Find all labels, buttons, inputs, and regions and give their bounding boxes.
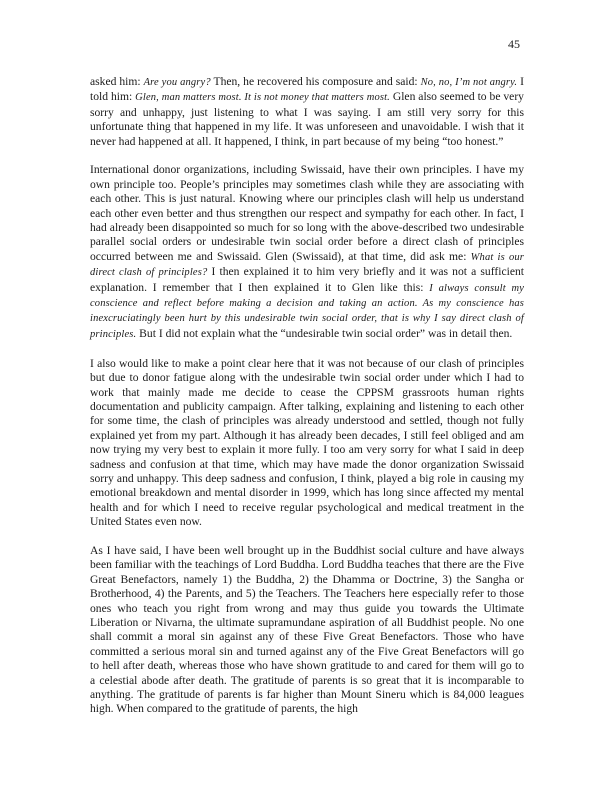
quoted-speech: Are you angry? bbox=[143, 77, 211, 88]
paragraph bbox=[90, 357, 524, 530]
text-run: But I did not explain what the “undesirable twin social order” was in detail then. bbox=[136, 326, 513, 340]
text-run: Glen also seemed to be very sorry and unhappy, just listening to what I was saying. I am still very sorry for this unfortunate thing that happened in my life. It was unforeseen and unavoidable. I wish that it never had happened at all. It happened, I think, in part because of my being “too honest.” bbox=[90, 90, 524, 148]
body-text bbox=[90, 75, 524, 731]
text-run: Then, he recovered his composure and said: bbox=[210, 75, 421, 88]
quoted-speech: What is our direct clash of principles? bbox=[90, 251, 524, 279]
paragraph bbox=[90, 163, 524, 342]
quoted-speech: Glen, man matters most. It is not money that matters most. bbox=[135, 92, 390, 104]
text-run: As I have said, I have been well brought up in the Buddhist social culture and have always been familiar with the teachings of Lord Buddha. Lord Buddha teaches that there are the Five Great Benefactors, namely 1) the Buddha, 2) the Dhamma or Doctrine, 3) the Sangha or Brotherhood, 4) the Parents, and 5) the Teachers. The Teachers here especially refer to those ones who teach you right from wrong and may thus guide you towards the Ultimate Liberation or Nivarna, the ultimate supramundane aspiration of all Buddhist people. No one shall commit a moral sin against any of these Five Great Benefactors. Those who have committed a serious moral sin and turned against any of the Five Great Benefactors will go to hell after death, whereas those who have shown gratitude to and cared for them will go to a celestial abode after death. The gratitude of parents is so great that it is incomparable to anything. The gratitude of parents is far higher than Mount Sineru which is 84,000 leagues high. When compared to the gratitude of parents, the high bbox=[90, 543, 524, 716]
text-run: I then explained it to him very briefly and it was not a sufficient explanation. I remember that I then explained it to Glen like this: bbox=[90, 265, 524, 294]
quoted-speech: I always consult my conscience and reflect before making a decision and taking an action. As my conscience has inexcruciatingly been hurt by this undesirable twin social order, that is why I say direct clash of principles. bbox=[90, 282, 525, 340]
text-run: I told him: bbox=[90, 75, 525, 104]
text-run: I also would like to make a point clear here that it was not because of our clash of principles but due to donor fatigue along with the undesirable twin social order under which I had to work that mainly made me decide to cease the CPPSM grassroots human rights documentation and publicity campaign. After talking, explaining and listening to each other for some time, the clash of principles was already understood and settled, though not fully explained yet from my part. Although it has already been decades, I still feel obliged and am now trying my very best to explain it more fully. I too am very sorry for what I said in deep sadness and confusion at that time, which may have made the donor organization Swissaid sorry and unhappy. This deep sadness and confusion, I think, played a big role in causing my emotional breakdown and mental disorder in 1999, which has long since affected my mental health and for which I need to receive regular psychological and medical treatment in the United States even now. bbox=[90, 356, 524, 529]
text-run: International donor organizations, including Swissaid, have their own principles. I have my own principle too. People’s principles may sometimes clash while they are associating with each other. This is just natural. Knowing where our principles clash will help us understand each other even better and thus strengthen our respect and sympathy for each other. In fact, I had already been disappointed so much for so long with the above-described two undesirable parallel social orders or undesirable twin social order before a direct clash of principles occurred between me and Swissaid. Glen (Swissaid), at that time, did ask me: bbox=[90, 163, 524, 263]
text-run: asked him: bbox=[90, 75, 144, 88]
paragraph bbox=[90, 544, 524, 717]
paragraph bbox=[90, 75, 524, 149]
page-number: 45 bbox=[508, 37, 520, 51]
quoted-speech: No, no, I’m not angry. bbox=[420, 77, 518, 88]
